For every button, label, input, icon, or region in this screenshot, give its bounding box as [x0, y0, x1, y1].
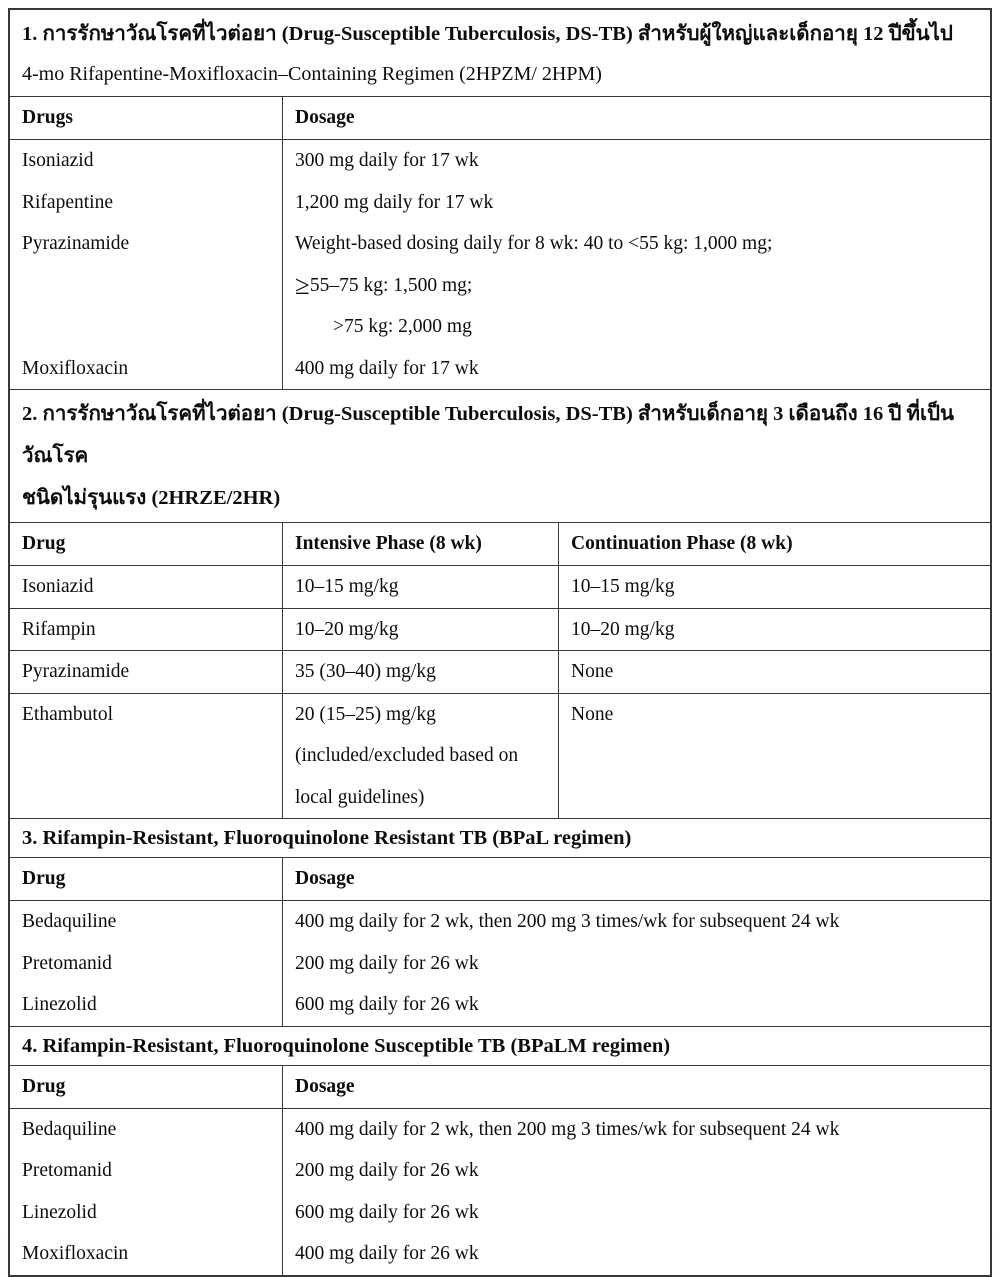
column-header-dosage: Dosage [295, 1075, 355, 1097]
table-row [10, 694, 990, 819]
table-row [10, 651, 990, 694]
dosage-cell [283, 223, 990, 348]
dosage-cell: 600 mg daily for 26 wk [295, 994, 479, 1015]
section-1-header [10, 10, 990, 97]
drug-name-cell: Linezolid [10, 1192, 283, 1234]
column-header-drugs: Drugs [10, 97, 283, 139]
intensive-phase-cell: 10–20 mg/kg [283, 609, 559, 651]
column-header-continuation-phase: Continuation Phase (8 wk) [571, 533, 793, 554]
column-header-drug: Drug [10, 523, 283, 565]
table-row [10, 1109, 990, 1151]
drug-name-cell: Pretomanid [10, 943, 283, 985]
section-1-column-header-row [10, 97, 990, 140]
section-4-title: 4. Rifampin-Resistant, Fluoroquinolone Susceptible TB (BPaLM regimen) [22, 1034, 671, 1057]
dosage-cell: 200 mg daily for 26 wk [295, 952, 479, 974]
section-3-title: 3. Rifampin-Resistant, Fluoroquinolone Resistant TB (BPaL regimen) [22, 827, 632, 849]
section-2-column-header-row [10, 523, 990, 566]
drug-name-cell: Isoniazid [10, 566, 283, 608]
intensive-phase-cell: 10–15 mg/kg [283, 566, 559, 608]
continuation-phase-cell: 10–20 mg/kg [571, 618, 675, 640]
drug-name-cell: Pyrazinamide [10, 651, 283, 693]
dosage-line: >75 kg: 2,000 mg [333, 316, 472, 337]
column-header-dosage: Dosage [295, 868, 355, 889]
dosage-line: 20 (15–25) mg/kg [295, 703, 436, 725]
section-2-ds-tb-children [10, 389, 990, 818]
drug-name-cell: Bedaquiline [10, 901, 283, 943]
dosage-line [295, 265, 984, 307]
table-row [10, 943, 990, 985]
table-row [10, 984, 990, 1026]
drug-name-cell: Rifapentine [10, 182, 283, 224]
drug-name-cell: Moxifloxacin [10, 348, 283, 390]
dosage-cell: 400 mg daily for 2 wk, then 200 mg 3 times/wk for subsequent 24 wk [295, 1118, 840, 1140]
section-1-subtitle: 4-mo Rifapentine-Moxifloxacin–Containing Regimen (2HPZM/ 2HPM) [22, 63, 602, 85]
column-header-drug: Drug [10, 858, 283, 900]
section-2-title: 2. การรักษาวัณโรคที่ไวต่อยา (Drug-Susceptible Tuberculosis, DS-TB) สำหรับเด็กอายุ 3 เดือนถึง 16 ปี ที่เป็นวัณโรค [22, 403, 955, 467]
drug-name-cell: Bedaquiline [10, 1109, 283, 1151]
section-3-column-header-row [10, 858, 990, 901]
table-row [10, 901, 990, 943]
section-1-ds-tb-adults [10, 10, 990, 389]
table-row [10, 566, 990, 609]
dosage-cell: 400 mg daily for 2 wk, then 200 mg 3 times/wk for subsequent 24 wk [295, 911, 840, 932]
drug-name-cell: Pretomanid [10, 1150, 283, 1192]
section-1-title: 1. การรักษาวัณโรคที่ไวต่อยา (Drug-Susceptible Tuberculosis, DS-TB) สำหรับผู้ใหญ่และเด็กอายุ 12 ปีขึ้นไป [22, 23, 953, 45]
table-row [10, 140, 990, 182]
table-row [10, 1233, 990, 1275]
intensive-phase-cell: 35 (30–40) mg/kg [283, 651, 559, 693]
tb-regimen-table [8, 8, 992, 1277]
section-4-column-header-row [10, 1066, 990, 1109]
intensive-phase-cell [283, 694, 559, 819]
table-row [10, 1192, 990, 1234]
dosage-cell: 200 mg daily for 26 wk [295, 1160, 479, 1181]
section-4-bpalm-regimen [10, 1026, 990, 1275]
column-header-drug: Drug [10, 1066, 283, 1108]
dosage-line-text: 55–75 kg: 1,500 mg; [309, 274, 473, 296]
continuation-phase-cell: 10–15 mg/kg [571, 576, 675, 597]
drug-name-cell: Rifampin [10, 609, 283, 651]
section-2-title-line2: ชนิดไม่รุนแรง (2HRZE/2HR) [22, 487, 281, 509]
table-row [10, 348, 990, 390]
drug-name-cell: Pyrazinamide [10, 223, 283, 348]
greater-equal-symbol: ≥ [295, 269, 310, 300]
dosage-cell: 600 mg daily for 26 wk [295, 1201, 479, 1223]
table-row [10, 609, 990, 652]
dosage-cell: 400 mg daily for 26 wk [295, 1243, 479, 1264]
table-row [10, 223, 990, 348]
dosage-cell: 1,200 mg daily for 17 wk [295, 191, 494, 213]
section-3-header [10, 819, 990, 858]
column-header-intensive-phase: Intensive Phase (8 wk) [283, 523, 559, 565]
table-row [10, 1150, 990, 1192]
table-row [10, 182, 990, 224]
dosage-cell: 300 mg daily for 17 wk [295, 150, 479, 171]
dosage-cell: 400 mg daily for 17 wk [295, 357, 479, 379]
dosage-line: Weight-based dosing daily for 8 wk: 40 to <55 kg: 1,000 mg; [295, 233, 773, 254]
drug-name-cell: Linezolid [10, 984, 283, 1026]
column-header-dosage: Dosage [295, 107, 355, 128]
drug-name-cell: Moxifloxacin [10, 1233, 283, 1275]
drug-name-cell: Isoniazid [10, 140, 283, 182]
drug-name-cell: Ethambutol [10, 694, 283, 819]
continuation-phase-cell: None [571, 661, 614, 682]
continuation-phase-cell: None [571, 703, 614, 725]
section-3-bpal-regimen [10, 818, 990, 1026]
dosage-line: (included/excluded based on [295, 745, 519, 766]
dosage-line: local guidelines) [295, 786, 425, 808]
section-4-header [10, 1027, 990, 1066]
section-2-header [10, 390, 990, 523]
